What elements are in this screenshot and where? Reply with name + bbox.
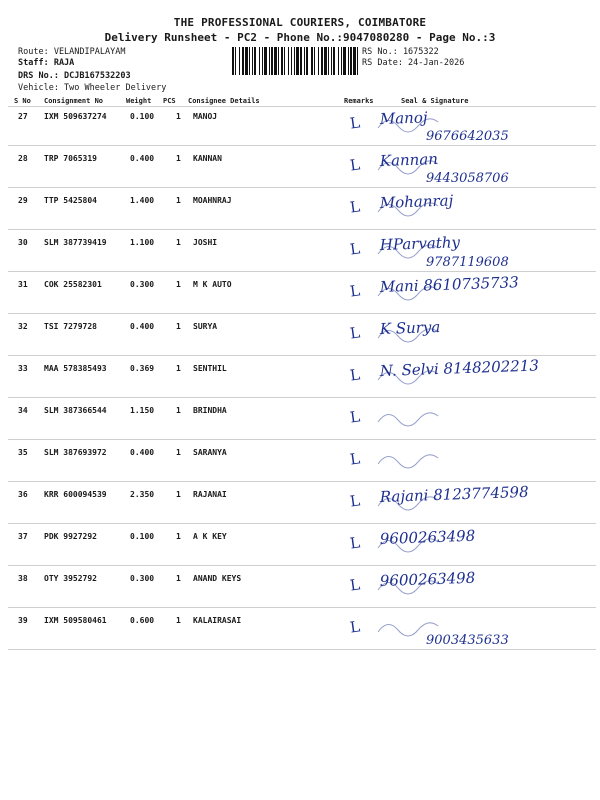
barcode-bar bbox=[278, 47, 279, 75]
barcode-bar bbox=[328, 47, 329, 75]
signature-area bbox=[376, 524, 596, 566]
runsheet-title: THE PROFESSIONAL COURIERS, COIMBATORE bbox=[173, 16, 427, 29]
barcode-bar bbox=[291, 47, 292, 75]
barcode-bar bbox=[288, 47, 289, 75]
row-pcs: 1 bbox=[176, 616, 181, 625]
table-row bbox=[0, 398, 600, 440]
row-weight: 1.150 bbox=[130, 406, 155, 415]
row-weight: 2.350 bbox=[130, 490, 155, 499]
barcode-bar bbox=[264, 47, 267, 75]
barcode-bar bbox=[249, 47, 250, 75]
runsheet-table bbox=[0, 104, 600, 650]
barcode-bar bbox=[348, 47, 349, 75]
row-consignment-no: COK 25582301 bbox=[44, 280, 102, 289]
row-pcs: 1 bbox=[176, 112, 181, 121]
barcode-bar bbox=[235, 47, 236, 75]
barcode-bar bbox=[242, 47, 244, 75]
col-consignment: Consignment No bbox=[44, 97, 104, 105]
row-remark: L bbox=[348, 239, 362, 259]
signature-stroke bbox=[378, 455, 438, 468]
signature-area bbox=[376, 188, 596, 230]
row-consignee-name: RAJANAI bbox=[193, 490, 227, 499]
row-sno: 37 bbox=[18, 532, 28, 541]
row-sno: 35 bbox=[18, 448, 28, 457]
row-remark: L bbox=[348, 449, 362, 469]
col-seal-signature: Seal & Signature bbox=[401, 97, 469, 105]
row-pcs: 1 bbox=[176, 574, 181, 583]
row-consignee-name: BRINDHA bbox=[193, 406, 227, 415]
signature-line-2: 9787119608 bbox=[426, 255, 509, 270]
barcode-bar bbox=[294, 47, 295, 75]
signature-area bbox=[376, 398, 596, 440]
row-divider bbox=[8, 649, 596, 650]
barcode-bar bbox=[254, 47, 256, 75]
row-remark: L bbox=[348, 491, 362, 511]
row-consignment-no: IXM 509580461 bbox=[44, 616, 107, 625]
runsheet-subtitle: Delivery Runsheet - PC2 - Phone No.:9047080280 - Page No.:3 bbox=[104, 31, 496, 44]
barcode bbox=[232, 47, 358, 75]
row-remark: L bbox=[348, 617, 362, 637]
barcode-bar bbox=[300, 47, 302, 75]
row-consignee-name: KANNAN bbox=[193, 154, 222, 163]
table-row bbox=[0, 566, 600, 608]
barcode-bar bbox=[306, 47, 308, 75]
signature-area bbox=[376, 356, 596, 398]
row-consignee-name: JOSHI bbox=[193, 238, 218, 247]
signature-line-1: Manoj bbox=[379, 108, 428, 128]
barcode-bar bbox=[331, 47, 332, 75]
barcode-bar bbox=[357, 47, 358, 75]
row-consignment-no: SLM 387693972 bbox=[44, 448, 107, 457]
barcode-bar bbox=[259, 47, 260, 75]
col-sno: S No bbox=[14, 97, 31, 105]
row-sno: 38 bbox=[18, 574, 28, 583]
row-remark: L bbox=[348, 113, 362, 133]
table-row bbox=[0, 188, 600, 230]
row-pcs: 1 bbox=[176, 196, 181, 205]
barcode-bar bbox=[232, 47, 234, 75]
row-pcs: 1 bbox=[176, 322, 181, 331]
col-remarks: Remarks bbox=[344, 97, 374, 105]
row-pcs: 1 bbox=[176, 490, 181, 499]
row-consignee-name: MANOJ bbox=[193, 112, 218, 121]
rs-date: RS Date: 24-Jan-2026 bbox=[362, 58, 465, 68]
row-consignee-name: M K AUTO bbox=[193, 280, 232, 289]
row-sno: 27 bbox=[18, 112, 28, 121]
table-row bbox=[0, 482, 600, 524]
signature-area bbox=[376, 314, 596, 356]
row-weight: 0.400 bbox=[130, 448, 155, 457]
signature-line-2: 9443058706 bbox=[426, 171, 509, 186]
signature-line-2: 9003435633 bbox=[426, 633, 509, 648]
signature-line-1: Mohanraj bbox=[379, 191, 454, 212]
barcode-bar bbox=[262, 47, 263, 75]
row-weight: 0.400 bbox=[130, 322, 155, 331]
signature-area bbox=[376, 608, 596, 650]
row-consignment-no: OTY 3952792 bbox=[44, 574, 97, 583]
row-pcs: 1 bbox=[176, 280, 181, 289]
row-consignee-name: MOAHNRAJ bbox=[193, 196, 232, 205]
signature-area bbox=[376, 230, 596, 272]
staff-label: Staff: RAJA bbox=[18, 58, 75, 68]
row-pcs: 1 bbox=[176, 154, 181, 163]
col-consignee: Consignee Details bbox=[188, 97, 260, 105]
signature-line-1: Kannan bbox=[379, 149, 439, 170]
row-remark: L bbox=[348, 323, 362, 343]
row-pcs: 1 bbox=[176, 448, 181, 457]
row-remark: L bbox=[348, 197, 362, 217]
row-pcs: 1 bbox=[176, 532, 181, 541]
row-weight: 0.300 bbox=[130, 574, 155, 583]
row-pcs: 1 bbox=[176, 406, 181, 415]
barcode-bar bbox=[318, 47, 319, 75]
signature-line-1: 9600263498 bbox=[379, 526, 476, 548]
signature-line-1: HParvathy bbox=[379, 233, 461, 254]
row-weight: 0.100 bbox=[130, 112, 155, 121]
signature-area bbox=[376, 566, 596, 608]
row-sno: 31 bbox=[18, 280, 28, 289]
barcode-bar bbox=[239, 47, 240, 75]
row-remark: L bbox=[348, 575, 362, 595]
row-remark: L bbox=[348, 533, 362, 553]
row-consignee-name: A K KEY bbox=[193, 532, 227, 541]
signature-line-1: Mani 8610735733 bbox=[379, 273, 520, 296]
table-row bbox=[0, 314, 600, 356]
row-weight: 0.369 bbox=[130, 364, 155, 373]
row-remark: L bbox=[348, 365, 362, 385]
barcode-bar bbox=[311, 47, 313, 75]
signature-line-1: N. Selvi 8148202213 bbox=[379, 356, 540, 380]
table-row bbox=[0, 146, 600, 188]
barcode-bar bbox=[350, 47, 352, 75]
table-row bbox=[0, 230, 600, 272]
barcode-bar bbox=[281, 47, 283, 75]
row-weight: 0.300 bbox=[130, 280, 155, 289]
signature-line-1: 9600263498 bbox=[379, 568, 476, 590]
row-pcs: 1 bbox=[176, 364, 181, 373]
table-row bbox=[0, 608, 600, 650]
row-remark: L bbox=[348, 281, 362, 301]
barcode-bar bbox=[284, 47, 285, 75]
barcode-bar bbox=[333, 47, 335, 75]
row-sno: 32 bbox=[18, 322, 28, 331]
col-pcs: PCS bbox=[163, 97, 176, 105]
row-sno: 39 bbox=[18, 616, 28, 625]
row-consignment-no: KRR 600094539 bbox=[44, 490, 107, 499]
barcode-bar bbox=[314, 47, 315, 75]
signature-line-1: K Surya bbox=[379, 317, 441, 338]
signature-line-1: Rajani 8123774598 bbox=[379, 482, 529, 506]
barcode-bar bbox=[296, 47, 299, 75]
row-weight: 1.100 bbox=[130, 238, 155, 247]
row-consignee-name: SURYA bbox=[193, 322, 218, 331]
signature-line-2: 9676642035 bbox=[426, 129, 509, 144]
table-row bbox=[0, 272, 600, 314]
row-sno: 36 bbox=[18, 490, 28, 499]
row-consignment-no: SLM 387366544 bbox=[44, 406, 107, 415]
table-row bbox=[0, 440, 600, 482]
signature-area bbox=[376, 104, 596, 146]
row-consignee-name: ANAND KEYS bbox=[193, 574, 242, 583]
barcode-bar bbox=[304, 47, 305, 75]
row-remark: L bbox=[348, 407, 362, 427]
barcode-bar bbox=[343, 47, 346, 75]
signature-stroke bbox=[378, 413, 438, 426]
table-row bbox=[0, 356, 600, 398]
row-sno: 28 bbox=[18, 154, 28, 163]
row-consignee-name: KALAIRASAI bbox=[193, 616, 242, 625]
row-sno: 34 bbox=[18, 406, 28, 415]
row-consignment-no: TTP 5425804 bbox=[44, 196, 97, 205]
row-consignment-no: SLM 387739419 bbox=[44, 238, 107, 247]
row-sno: 30 bbox=[18, 238, 28, 247]
row-consignee-name: SENTHIL bbox=[193, 364, 227, 373]
row-sno: 33 bbox=[18, 364, 28, 373]
table-row bbox=[0, 524, 600, 566]
barcode-bar bbox=[271, 47, 273, 75]
barcode-bar bbox=[341, 47, 342, 75]
barcode-bar bbox=[252, 47, 253, 75]
row-weight: 0.100 bbox=[130, 532, 155, 541]
signature-area bbox=[376, 440, 596, 482]
barcode-bar bbox=[353, 47, 356, 75]
route-label: Route: VELANDIPALAYAM bbox=[18, 47, 126, 57]
rs-number: RS No.: 1675322 bbox=[362, 47, 439, 57]
barcode-bar bbox=[269, 47, 270, 75]
drs-number: DRS No.: DCJB167532203 bbox=[18, 71, 131, 81]
barcode-bar bbox=[274, 47, 277, 75]
barcode-bar bbox=[324, 47, 327, 75]
signature-area bbox=[376, 482, 596, 524]
signature-area bbox=[376, 272, 596, 314]
vehicle-label: Vehicle: Two Wheeler Delivery bbox=[18, 83, 167, 93]
barcode-bar bbox=[321, 47, 323, 75]
row-consignee-name: SARANYA bbox=[193, 448, 227, 457]
barcode-bar bbox=[245, 47, 248, 75]
row-consignment-no: TSI 7279728 bbox=[44, 322, 97, 331]
col-weight: Weight bbox=[126, 97, 152, 105]
row-consignment-no: PDK 9927292 bbox=[44, 532, 97, 541]
row-weight: 0.600 bbox=[130, 616, 155, 625]
barcode-bar bbox=[338, 47, 339, 75]
row-remark: L bbox=[348, 155, 362, 175]
row-weight: 1.400 bbox=[130, 196, 155, 205]
row-consignment-no: MAA 578385493 bbox=[44, 364, 107, 373]
row-consignment-no: TRP 7065319 bbox=[44, 154, 97, 163]
row-weight: 0.400 bbox=[130, 154, 155, 163]
table-row bbox=[0, 104, 600, 146]
row-pcs: 1 bbox=[176, 238, 181, 247]
signature-area bbox=[376, 146, 596, 188]
row-sno: 29 bbox=[18, 196, 28, 205]
row-consignment-no: IXM 509637274 bbox=[44, 112, 107, 121]
